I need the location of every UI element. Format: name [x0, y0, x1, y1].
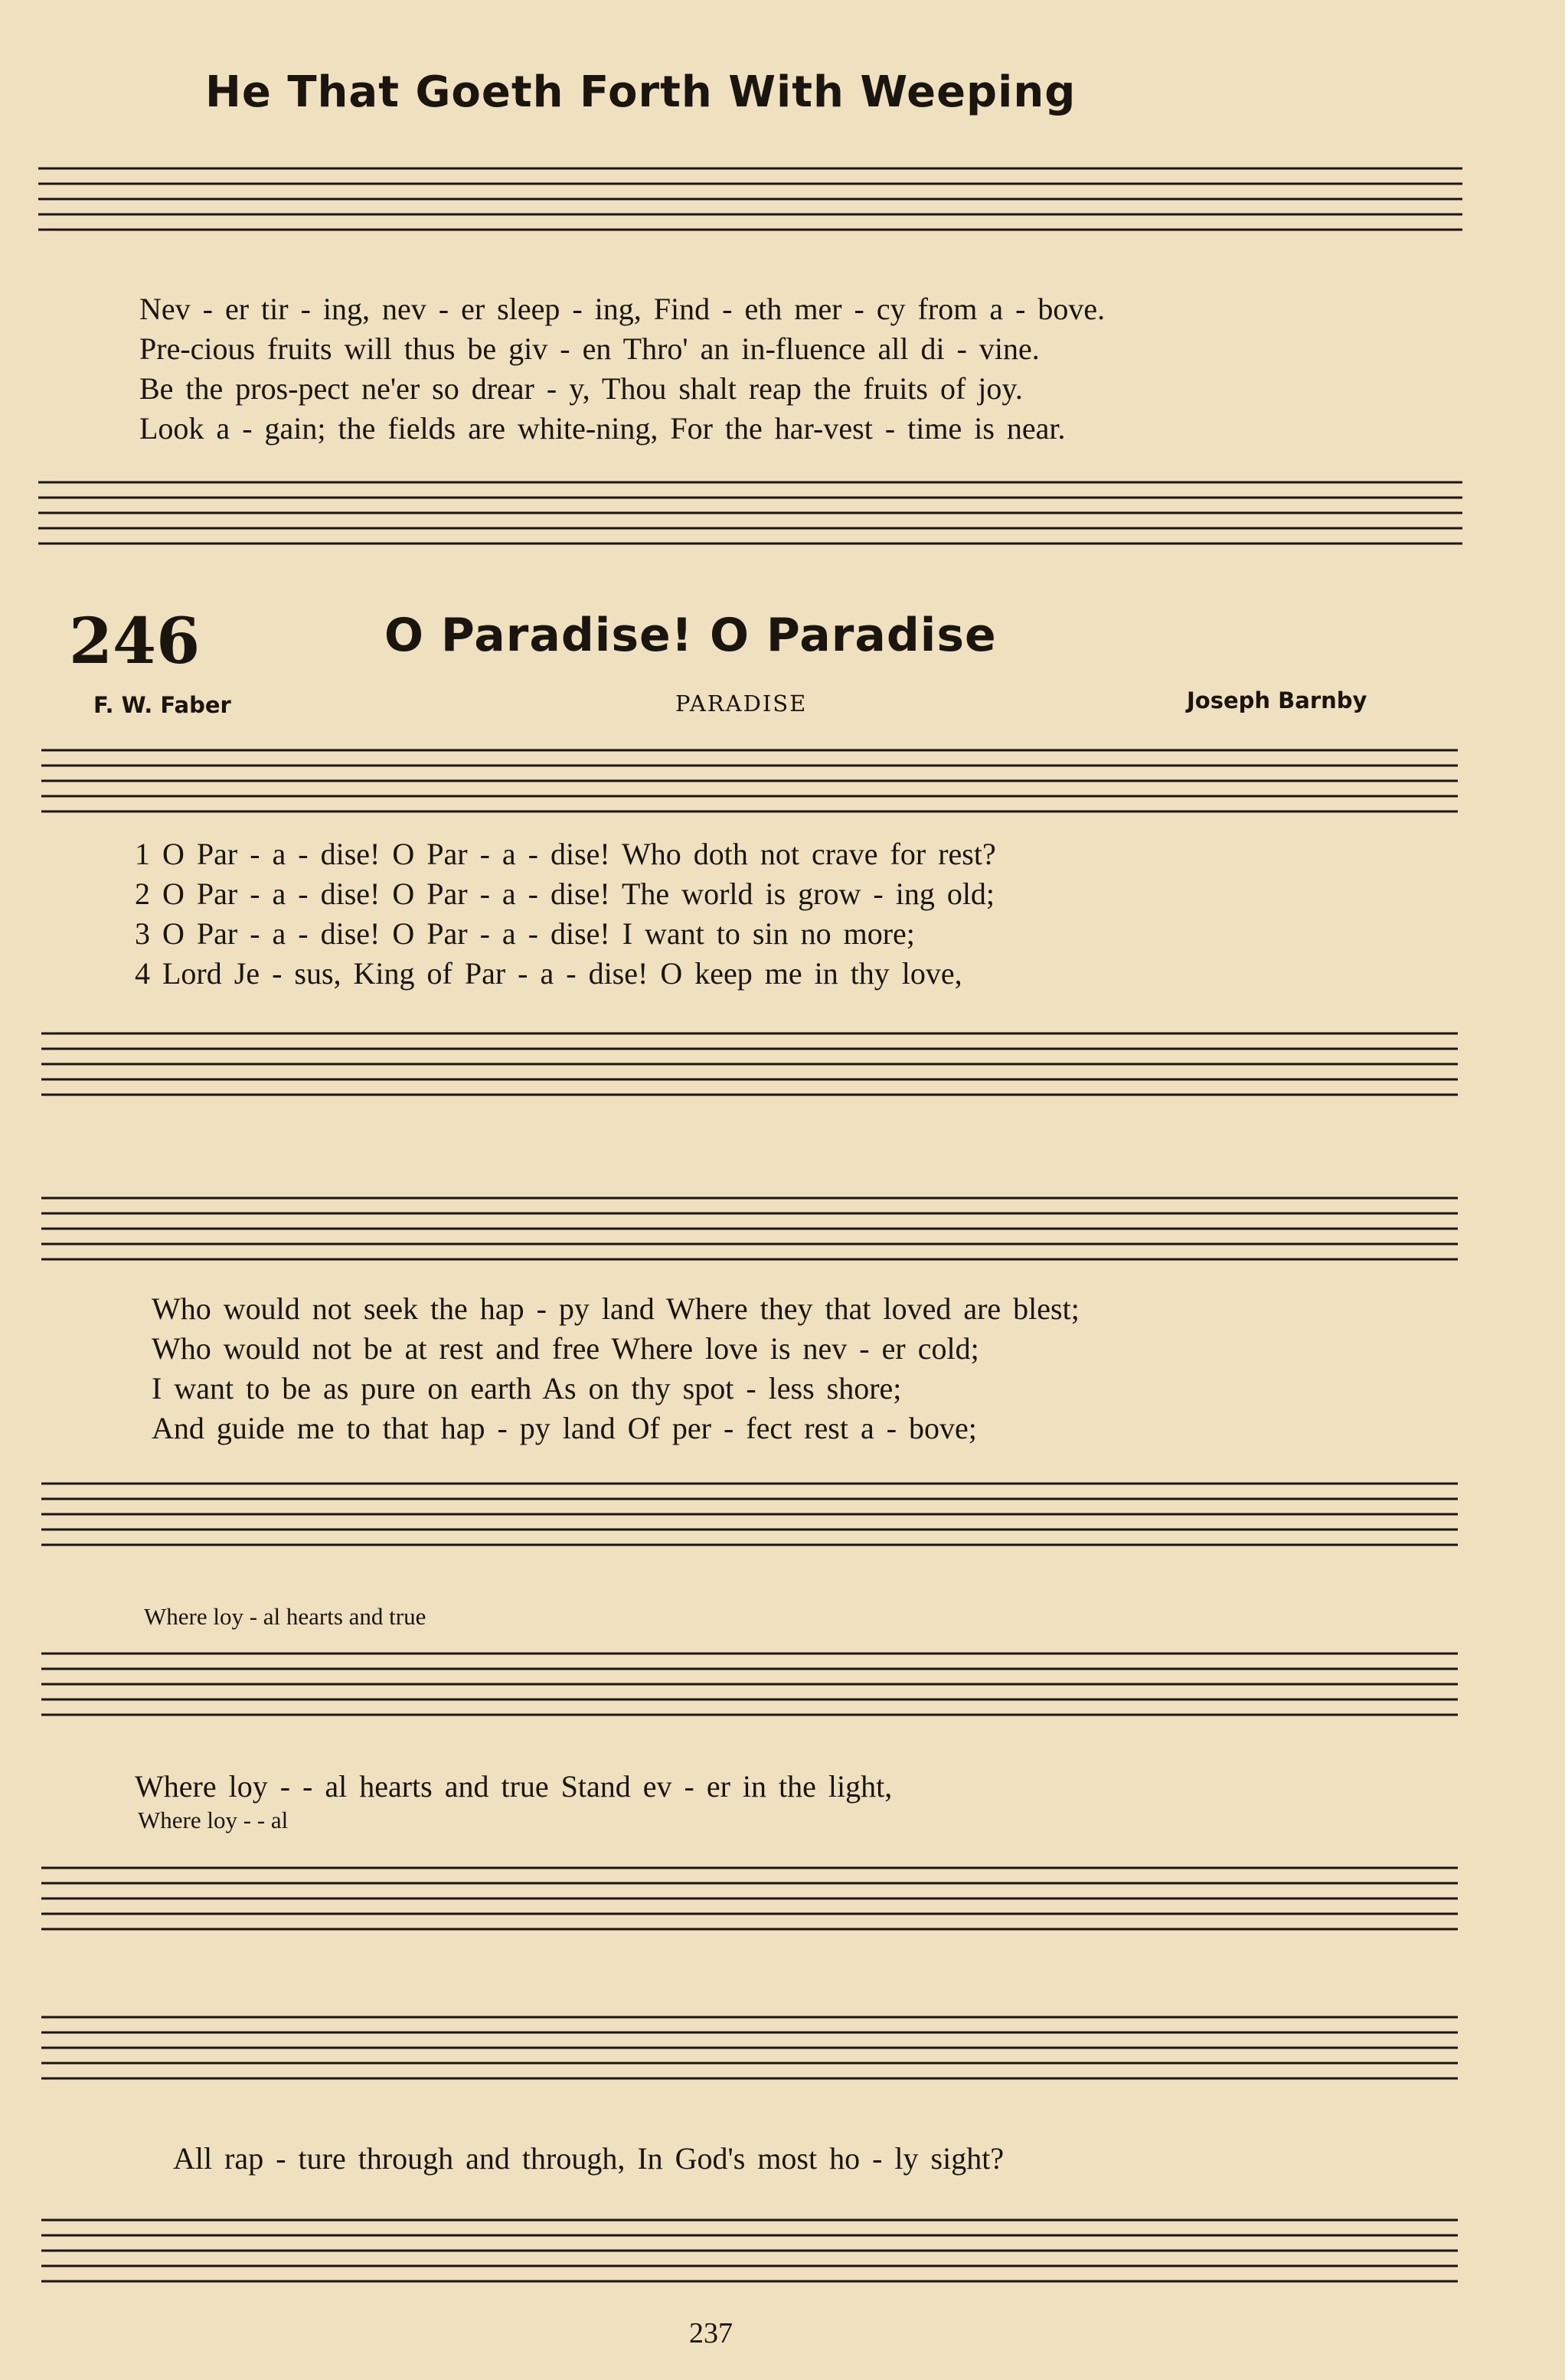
- system2-verse-4: And guide me to that hap - py land Of per - fect rest a - bove;: [152, 1411, 977, 1445]
- system2-verse-3: I want to be as pure on earth As on thy spot - less shore;: [152, 1371, 902, 1405]
- hymn1-verse-2: Pre-cious fruits will thus be giv - en Thro' an in-fluence all di - vine.: [139, 331, 1040, 366]
- system1-verse-1: 1 O Par - a - dise! O Par - a - dise! Who doth not crave for rest?: [135, 837, 996, 871]
- hymn1-treble-staff: [38, 153, 1462, 253]
- hymn2-tune: PARADISE: [675, 690, 808, 717]
- system2-verse-2: Who would not be at rest and free Where love is nev - er cold;: [152, 1331, 979, 1366]
- system3-upper-text: Where loy - al hearts and true: [144, 1603, 426, 1630]
- system1-treble-staff: [41, 735, 1458, 834]
- system1-bass-staff: [41, 1018, 1458, 1118]
- hymn1-bass-staff: [38, 467, 1462, 566]
- system1-verse-4: 4 Lord Je - sus, King of Par - a - dise! O keep me in thy love,: [135, 956, 962, 991]
- system4-treble-staff: [41, 2002, 1458, 2101]
- system3-treble-staff: [41, 1638, 1458, 1738]
- system3-lyrics: Where loy - - al hearts and true Stand ev - er in the light,: [135, 1769, 893, 1804]
- system1-verse-2: 2 O Par - a - dise! O Par - a - dise! The world is grow - ing old;: [135, 877, 995, 911]
- system1-verse-3: 3 O Par - a - dise! O Par - a - dise! I want to sin no more;: [135, 916, 915, 951]
- system3-lower-text: Where loy - - al: [138, 1807, 289, 1833]
- system2-bass-staff: [41, 1468, 1458, 1568]
- system3-bass-staff: [41, 1853, 1458, 1952]
- system2-treble-staff: [41, 1183, 1458, 1282]
- hymn1-verse-1: Nev - er tir - ing, nev - er sleep - ing, Find - eth mer - cy from a - bove.: [139, 292, 1106, 326]
- system4-lyrics: All rap - ture through and through, In God's most ho - ly sight?: [173, 2141, 1005, 2176]
- hymn2-author: F. W. Faber: [93, 692, 231, 718]
- hymn1-title: He That Goeth Forth With Weeping: [205, 67, 1077, 117]
- hymn1-verse-4: Look a - gain; the fields are white-ning, For the har-vest - time is near.: [139, 411, 1066, 446]
- hymn2-title: O Paradise! O Paradise: [384, 609, 997, 662]
- hymn2-number: 246: [69, 605, 201, 678]
- system2-verse-1: Who would not seek the hap - py land Where they that loved are blest;: [152, 1291, 1080, 1326]
- page-number: 237: [689, 2317, 733, 2349]
- hymn2-composer: Joseph Barnby: [1187, 687, 1367, 713]
- hymn1-verse-3: Be the pros-pect ne'er so drear - y, Thou shalt reap the fruits of joy.: [139, 371, 1023, 406]
- system4-bass-staff: [41, 2205, 1458, 2304]
